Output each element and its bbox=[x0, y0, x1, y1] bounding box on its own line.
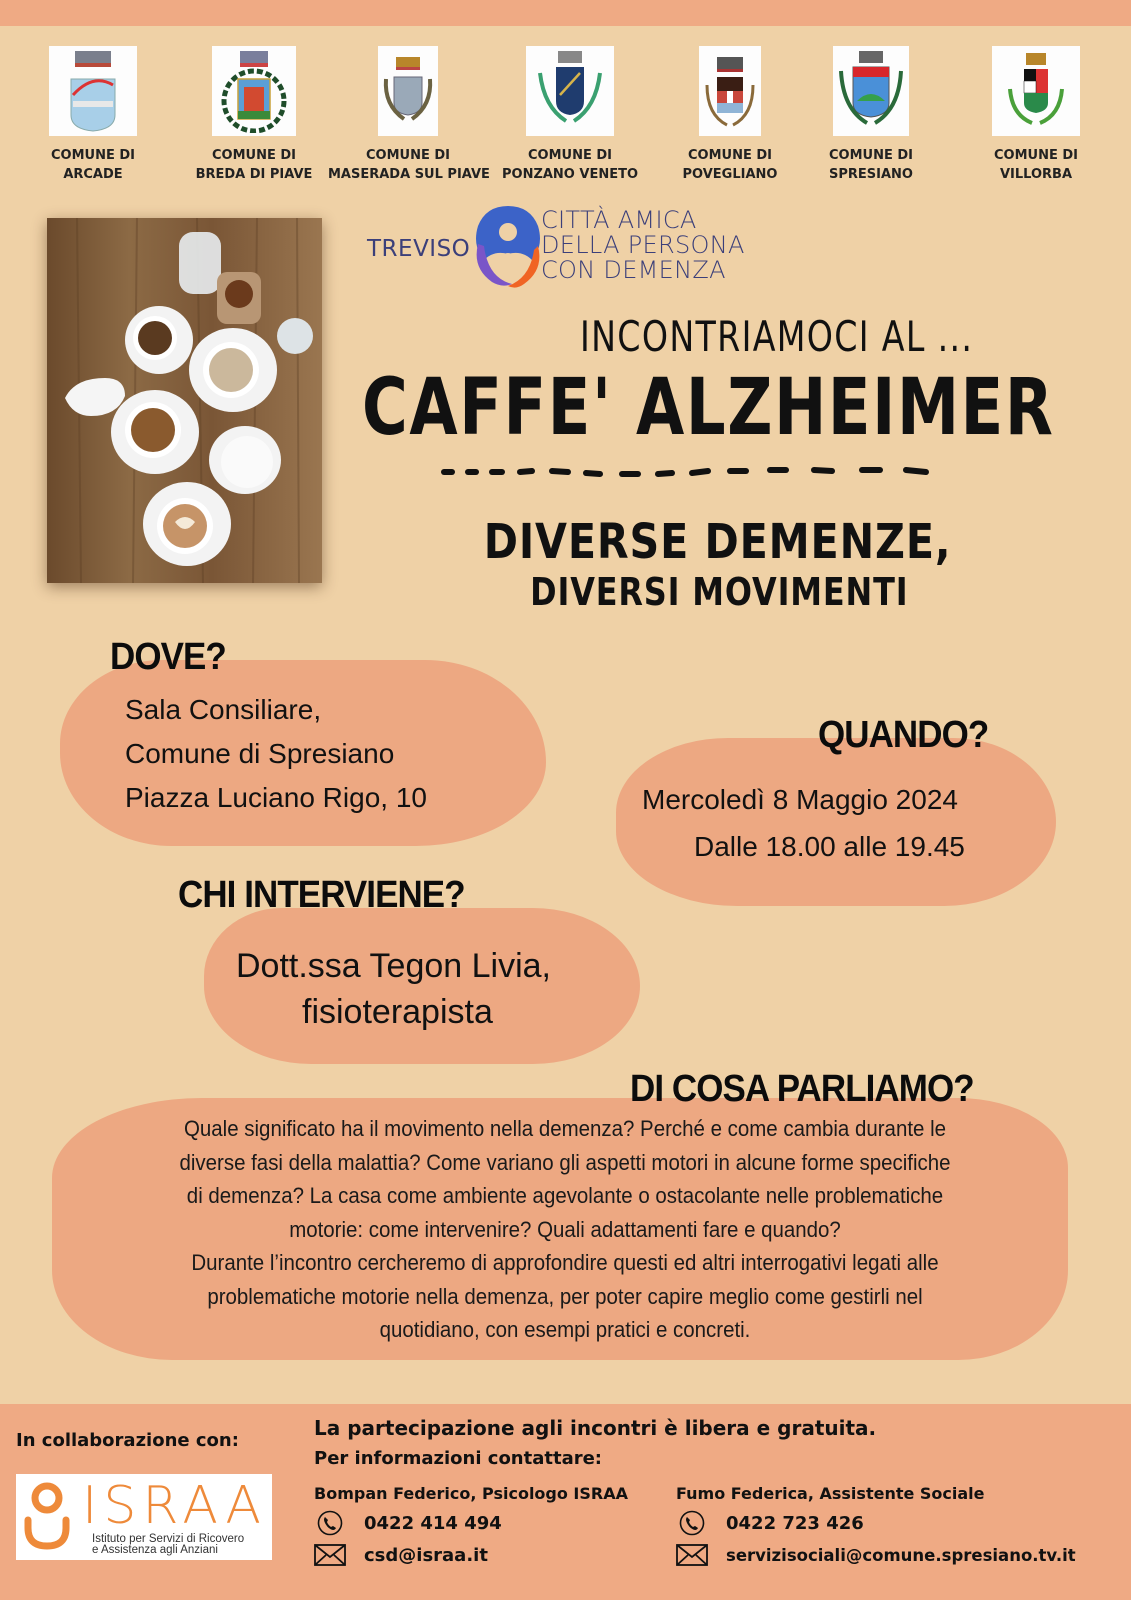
municipality-label-line1: COMUNE DI bbox=[51, 148, 135, 163]
municipality-povegliano bbox=[666, 46, 794, 184]
logo-line3: CON DEMENZA bbox=[541, 256, 726, 284]
contact-phone[interactable]: 0422 414 494 bbox=[364, 1512, 502, 1534]
top-accent-band bbox=[0, 0, 1131, 26]
topic-line: diverse fasi della malattia? Come variano gli aspetti motori in alcune forme specifiche bbox=[179, 1149, 951, 1175]
topic-line: problematiche motorie nella demenza, per poter capire meglio come gestirli nel bbox=[207, 1283, 923, 1309]
contact-phone[interactable]: 0422 723 426 bbox=[726, 1512, 864, 1534]
contact-name: Fumo Federica, Assistente Sociale bbox=[676, 1484, 985, 1503]
topic-line: quotidiano, con esempi pratici e concreti. bbox=[379, 1317, 751, 1342]
coat-of-arms-povegliano-icon bbox=[699, 46, 761, 136]
intro-heading: INCONTRIAMOCI AL ... bbox=[580, 312, 974, 361]
logo-line1: CITTÀ AMICA bbox=[541, 206, 697, 234]
logo-city: TREVISO bbox=[367, 236, 471, 262]
municipality-label-line1: COMUNE DI bbox=[366, 148, 450, 163]
speaker-role: fisioterapista bbox=[302, 993, 493, 1031]
logo-line2: DELLA PERSONA bbox=[541, 231, 745, 259]
treviso-dementia-friendly-logo bbox=[365, 204, 775, 290]
topic-line: motorie: come intervenire? Quali adattamenti fare e quando? bbox=[289, 1216, 841, 1242]
topic-line: Durante l’incontro cercheremo di approfondire questi ed altri interrogativi legati alle bbox=[191, 1250, 939, 1275]
partner-tagline-line2: e Assistenza agli Anziani bbox=[92, 1544, 218, 1556]
coat-of-arms-breda-di-piave-icon bbox=[212, 46, 296, 136]
dementia-friendly-mark-icon bbox=[472, 204, 544, 290]
municipality-label-line1: COMUNE DI bbox=[528, 148, 612, 163]
email-icon bbox=[314, 1543, 346, 1567]
subtitle-line2: DIVERSI MOVIMENTI bbox=[530, 570, 909, 614]
where-address bbox=[125, 688, 427, 820]
municipality-label-line2: MASERADA SUL PIAVE bbox=[328, 167, 490, 182]
municipality-label-line2: ARCADE bbox=[63, 167, 123, 182]
topic-line: di demenza? La casa come ambiente agevolante o ostacolante nelle problematiche bbox=[186, 1183, 944, 1208]
coat-of-arms-arcade-icon bbox=[49, 46, 137, 136]
municipality-label-line2: SPRESIANO bbox=[829, 167, 913, 182]
municipality-label-line2: VILLORBA bbox=[999, 167, 1073, 182]
municipality-label-line2: PONZANO VENETO bbox=[501, 167, 639, 182]
municipality-ponzano-veneto bbox=[500, 46, 640, 184]
coat-of-arms-maserada-sul-piave-icon bbox=[378, 46, 438, 136]
municipality-crests bbox=[0, 46, 1131, 186]
contact-email[interactable]: servizisociali@comune.spresiano.tv.it bbox=[726, 1545, 1076, 1565]
when-title: QUANDO? bbox=[818, 714, 989, 756]
contact-card bbox=[676, 1484, 1076, 1567]
municipality-spresiano bbox=[806, 46, 936, 184]
phone-icon bbox=[314, 1511, 346, 1535]
municipality-label-line2: POVEGLIANO bbox=[682, 167, 778, 182]
partner-tagline-line1: Istituto per Servizi di Ricovero bbox=[92, 1533, 245, 1545]
topic-line: Quale significato ha il movimento nella demenza? Perché e come cambia durante le bbox=[184, 1116, 946, 1141]
partner-name: ISRAA bbox=[82, 1476, 267, 1536]
where-line: Comune di Spresiano bbox=[125, 738, 395, 769]
topic-title: DI COSA PARLIAMO? bbox=[630, 1068, 974, 1110]
dashed-divider bbox=[440, 466, 940, 480]
free-participation-notice: La partecipazione agli incontri è libera e gratuita. bbox=[314, 1416, 877, 1440]
israa-mark-icon bbox=[20, 1480, 74, 1556]
info-label: Per informazioni contattare: bbox=[314, 1448, 603, 1469]
where-title: DOVE? bbox=[110, 636, 226, 678]
topic-description bbox=[105, 1112, 1026, 1347]
email-icon bbox=[676, 1543, 708, 1567]
contact-name: Bompan Federico, Psicologo ISRAA bbox=[314, 1484, 628, 1503]
subtitle-line1: DIVERSE DEMENZE, bbox=[483, 514, 952, 570]
municipality-label-line1: COMUNE DI bbox=[829, 148, 913, 163]
when-blob bbox=[616, 738, 1056, 906]
municipality-label-line2: BREDA DI PIAVE bbox=[195, 167, 313, 182]
when-date: Mercoledì 8 Maggio 2024 bbox=[642, 784, 958, 815]
contact-email[interactable]: csd@israa.it bbox=[364, 1544, 488, 1566]
collaboration-label: In collaborazione con: bbox=[16, 1430, 239, 1451]
coat-of-arms-villorba-icon bbox=[992, 46, 1080, 136]
where-line: Sala Consiliare, bbox=[125, 694, 322, 725]
municipality-arcade bbox=[48, 46, 138, 184]
municipality-maserada-sul-piave bbox=[328, 46, 488, 184]
phone-icon bbox=[676, 1511, 708, 1535]
when-time: Dalle 18.00 alle 19.45 bbox=[694, 831, 965, 862]
municipality-villorba bbox=[974, 46, 1098, 184]
speaker-title: CHI INTERVIENE? bbox=[178, 874, 465, 916]
israa-logo bbox=[16, 1474, 272, 1560]
municipality-label-line1: COMUNE DI bbox=[688, 148, 772, 163]
footer bbox=[0, 1404, 1131, 1600]
coat-of-arms-ponzano-veneto-icon bbox=[526, 46, 614, 136]
coat-of-arms-spresiano-icon bbox=[833, 46, 909, 136]
municipality-breda-di-piave bbox=[194, 46, 314, 184]
where-line: Piazza Luciano Rigo, 10 bbox=[125, 782, 427, 813]
event-title: CAFFE' ALZHEIMER bbox=[362, 363, 1055, 453]
speaker-name: Dott.ssa Tegon Livia, bbox=[236, 947, 551, 985]
contact-card bbox=[314, 1484, 628, 1567]
municipality-label-line1: COMUNE DI bbox=[212, 148, 296, 163]
municipality-label-line1: COMUNE DI bbox=[994, 148, 1078, 163]
